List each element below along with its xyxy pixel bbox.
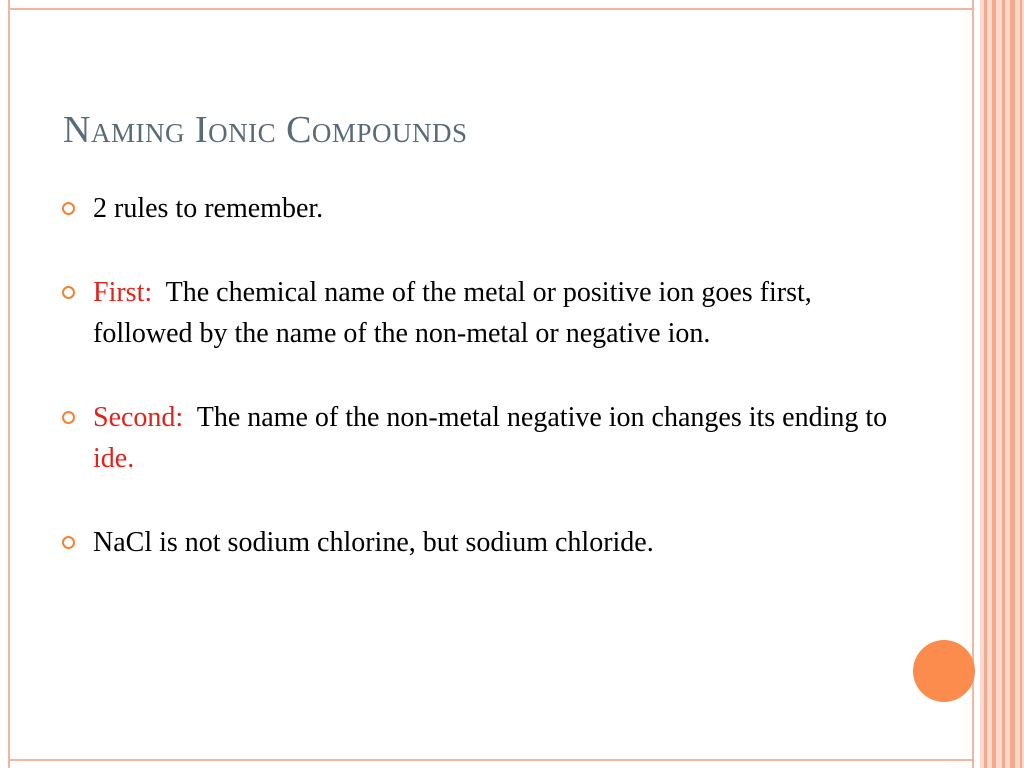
frame-border-top bbox=[8, 8, 972, 10]
bullet-ring-icon bbox=[62, 202, 75, 215]
frame-border-bottom bbox=[8, 759, 972, 761]
bullet-item bbox=[62, 272, 912, 354]
decorative-stripes bbox=[980, 0, 1024, 768]
bullet-lead: First: bbox=[93, 277, 153, 308]
bullet-text: The name of the non-metal negative ion changes its ending to bbox=[183, 402, 895, 433]
bullet-ring-icon bbox=[62, 286, 75, 299]
bullet-item bbox=[62, 522, 912, 563]
bullet-list bbox=[62, 188, 912, 606]
decorative-circle bbox=[913, 640, 975, 702]
frame-border-right bbox=[972, 0, 974, 768]
bullet-text: NaCl is not sodium chlorine, but sodium chloride. bbox=[93, 527, 654, 558]
bullet-tail: ide. bbox=[93, 443, 135, 474]
frame-border-left bbox=[8, 0, 10, 768]
bullet-ring-icon bbox=[62, 536, 75, 549]
slide-title: Naming Ionic Compounds bbox=[63, 109, 468, 151]
bullet-text: The chemical name of the metal or positive ion goes first, followed by the name of the non-metal or negative ion. bbox=[93, 277, 819, 349]
bullet-item bbox=[62, 397, 912, 479]
bullet-lead: Second: bbox=[93, 402, 184, 433]
bullet-ring-icon bbox=[62, 411, 75, 424]
bullet-item bbox=[62, 188, 912, 229]
bullet-text: 2 rules to remember. bbox=[93, 193, 324, 224]
